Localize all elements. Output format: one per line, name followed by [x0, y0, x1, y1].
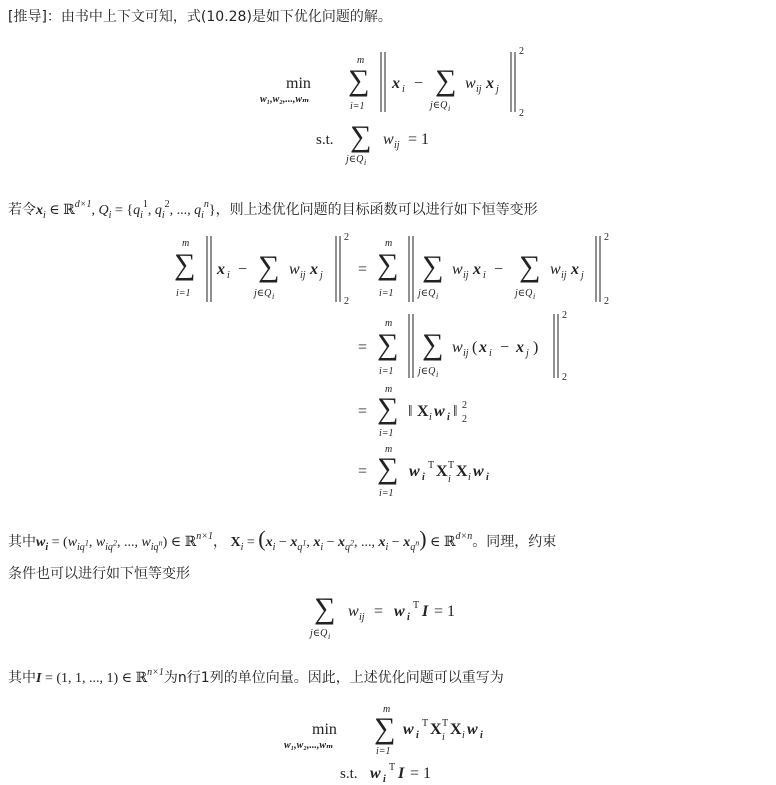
svg-text:w: w	[403, 721, 414, 738]
definition-paragraph: 其中$w_i = (w_{iq^1}$, $w_{iq^2}$, ..., $w_{iq^n}$) ∈ ℝ$^{n\times 1}$， $X_i = (x_i - x_{q^1}$, $x_i - x_{q^2}$, ..., $x_i - x_{q^n}$) ∈ ℝ$^{d\times n}$。同理，约束 条件也可以进行如下恒等变形	[8, 526, 557, 582]
derivation-equations	[170, 226, 630, 506]
svg-text:i: i	[533, 292, 536, 301]
svg-text:∑: ∑	[314, 592, 336, 625]
svg-text:2: 2	[462, 400, 467, 411]
svg-text:T: T	[422, 718, 429, 729]
svg-text:2: 2	[519, 46, 524, 57]
svg-text:ij: ij	[394, 140, 400, 151]
intro-text: [推导]：由书中上下文可知，式(10.28)是如下优化问题的解。	[8, 9, 392, 25]
svg-text:i=1: i=1	[379, 288, 394, 299]
svg-text:j∈Q: j∈Q	[418, 288, 436, 299]
svg-text:i: i	[483, 270, 486, 281]
svg-text:w: w	[289, 261, 300, 278]
svg-text:i: i	[429, 412, 432, 423]
svg-text:min: min	[312, 721, 337, 738]
svg-text:= 1: = 1	[408, 131, 430, 148]
svg-text:w: w	[434, 403, 445, 420]
svg-text:T: T	[428, 460, 435, 471]
svg-text:−: −	[500, 339, 510, 356]
svg-text:j∈Q: j∈Q	[254, 288, 272, 299]
svg-text:m: m	[385, 384, 393, 395]
svg-text:x: x	[217, 261, 225, 278]
svg-text:= 1: = 1	[434, 603, 456, 620]
svg-text:=: =	[374, 603, 384, 620]
svg-text:i: i	[486, 472, 489, 483]
svg-text:T: T	[413, 600, 420, 611]
svg-text:i: i	[489, 348, 492, 359]
svg-text:j∈Q: j∈Q	[418, 366, 436, 377]
svg-text:i: i	[328, 632, 331, 641]
svg-text:X: X	[430, 721, 442, 738]
svg-text:i: i	[383, 774, 386, 784]
svg-text:m: m	[385, 444, 393, 455]
svg-text:x: x	[310, 261, 318, 278]
svg-text:= 1: = 1	[410, 765, 432, 782]
svg-text:x: x	[473, 261, 481, 278]
svg-text:‖: ‖	[453, 403, 458, 420]
svg-text:2: 2	[604, 296, 609, 307]
svg-text:ij: ij	[359, 612, 365, 623]
svg-text:w: w	[467, 721, 478, 738]
svg-text:2: 2	[462, 414, 467, 425]
svg-text:ij: ij	[463, 348, 469, 359]
svg-text:∑: ∑	[174, 248, 196, 281]
svg-text:i: i	[407, 612, 410, 623]
svg-text:∑: ∑	[377, 452, 399, 485]
svg-text:i: i	[442, 732, 445, 743]
svg-text:I: I	[398, 765, 405, 782]
inline-math-I-def: I = (1, 1, ..., 1) ∈ ℝ$^{n\times 1}$	[36, 667, 164, 686]
svg-text:i=1: i=1	[376, 746, 391, 757]
svg-text:2: 2	[344, 232, 349, 243]
svg-text:w: w	[394, 603, 405, 620]
svg-text:i=1: i=1	[379, 366, 394, 377]
svg-text:s.t.: s.t.	[340, 766, 358, 782]
svg-text:x: x	[516, 339, 524, 356]
svg-text:): )	[533, 339, 539, 356]
svg-text:−: −	[238, 261, 248, 278]
svg-text:i: i	[436, 370, 439, 379]
svg-text:w: w	[550, 261, 561, 278]
svg-text:∑: ∑	[258, 250, 280, 283]
svg-text:m: m	[383, 704, 391, 715]
constraint-equation	[300, 588, 500, 644]
svg-text:i: i	[480, 730, 483, 741]
svg-text:=: =	[358, 463, 368, 480]
svg-text:∑: ∑	[519, 250, 541, 283]
svg-text:ij: ij	[561, 270, 567, 281]
svg-text:m: m	[182, 238, 190, 249]
svg-text:i: i	[422, 472, 425, 483]
svg-text:j∈Q: j∈Q	[346, 154, 364, 165]
svg-text:w₁,w₂,...,wₘ: w₁,w₂,...,wₘ	[284, 740, 334, 751]
svg-text:2: 2	[562, 310, 567, 321]
svg-text:i=1: i=1	[379, 428, 394, 439]
svg-text:i: i	[447, 412, 450, 423]
svg-text:j∈Q: j∈Q	[515, 288, 533, 299]
svg-text:∑: ∑	[377, 328, 399, 361]
svg-text:w: w	[452, 261, 463, 278]
svg-text:X: X	[436, 463, 448, 480]
sum-upper: m	[357, 55, 365, 66]
svg-text:j∈Q: j∈Q	[310, 628, 328, 639]
svg-text:=: =	[358, 339, 368, 356]
svg-text:i: i	[227, 270, 230, 281]
svg-text:‖: ‖	[408, 403, 413, 420]
svg-text:=: =	[358, 403, 368, 420]
svg-text:i: i	[448, 474, 451, 485]
optimization-problem-2	[278, 694, 538, 784]
svg-text:X: X	[417, 403, 429, 420]
svg-text:ij: ij	[463, 270, 469, 281]
svg-text:w: w	[383, 131, 394, 148]
svg-text:w: w	[348, 603, 359, 620]
inline-math-X-def: $X_i = (x_i - x_{q^1}$, $x_i - x_{q^2}$, ..., $x_i - x_{q^n}$) ∈ ℝ$^{d\times n}$	[230, 526, 473, 553]
svg-text:∑: ∑	[422, 328, 444, 361]
svg-text:i=1: i=1	[379, 488, 394, 499]
svg-text:i: i	[416, 730, 419, 741]
svg-text:−: −	[414, 75, 424, 92]
svg-text:j: j	[581, 270, 584, 281]
svg-text:x: x	[571, 261, 579, 278]
sum-lower: i=1	[350, 101, 365, 112]
svg-text:∑: ∑	[374, 712, 396, 745]
svg-text:∑: ∑	[377, 248, 399, 281]
svg-text:j: j	[526, 348, 529, 359]
svg-text:i: i	[436, 292, 439, 301]
unit-vector-paragraph: 其中I = (1, 1, ..., 1) ∈ ℝ$^{n\times 1}$为n行1列的单位向量。因此，上述优化问题可以重写为	[8, 667, 504, 686]
svg-text:i: i	[364, 158, 367, 167]
x-i: x	[392, 75, 400, 92]
svg-text:ij: ij	[300, 270, 306, 281]
svg-text:2: 2	[519, 108, 524, 119]
inline-math-w-def: $w_i = (w_{iq^1}$, $w_{iq^2}$, ..., $w_{iq^n}$) ∈ ℝ$^{n\times 1}$	[36, 531, 213, 553]
svg-text:i: i	[272, 292, 275, 301]
svg-text:i: i	[468, 472, 471, 483]
svg-text:w: w	[370, 765, 381, 782]
svg-text:2: 2	[344, 296, 349, 307]
min-operator: min	[286, 75, 311, 92]
svg-text:−: −	[494, 261, 504, 278]
svg-text:ij: ij	[476, 84, 482, 95]
sum-symbol: ∑	[348, 64, 370, 97]
svg-text:j: j	[320, 270, 323, 281]
svg-text:m: m	[385, 238, 393, 249]
svg-text:i: i	[448, 104, 451, 113]
svg-text:X: X	[456, 463, 468, 480]
svg-text:m: m	[385, 318, 393, 329]
svg-text:i=1: i=1	[176, 288, 191, 299]
svg-text:(: (	[472, 339, 478, 356]
svg-text:x: x	[486, 75, 494, 92]
svg-text:X: X	[450, 721, 462, 738]
intro-paragraph	[8, 4, 772, 30]
inner-sum-symbol: ∑	[435, 64, 457, 97]
svg-text:2: 2	[604, 232, 609, 243]
svg-text:∑: ∑	[350, 120, 372, 153]
svg-text:T: T	[442, 718, 449, 729]
svg-text:∑: ∑	[377, 392, 399, 425]
svg-text:i: i	[402, 84, 405, 95]
st-label: s.t.	[316, 132, 334, 148]
svg-text:I: I	[422, 603, 429, 620]
svg-text:T: T	[448, 460, 455, 471]
svg-text:w: w	[452, 339, 463, 356]
w-ij: w	[465, 75, 476, 92]
inline-math-x-def: $x_i$ ∈ ℝ$^{d\times 1}$, $Q_i = \{q_i^1$, $q_i^2$, ..., $q_i^n$}	[36, 199, 216, 221]
svg-text:T: T	[389, 762, 396, 773]
svg-text:w: w	[473, 463, 484, 480]
svg-text:j: j	[496, 84, 499, 95]
svg-text:x: x	[479, 339, 487, 356]
substitution-paragraph: 若令$x_i$ ∈ ℝ$^{d\times 1}$, $Q_i = \{q_i^1$, $q_i^2$, ..., $q_i^n$}，则上述优化问题的目标函数可以进行如下恒等变形	[8, 199, 538, 221]
svg-text:=: =	[358, 261, 368, 278]
svg-text:w: w	[409, 463, 420, 480]
optimization-problem-1	[250, 40, 540, 170]
svg-text:j∈Q: j∈Q	[430, 100, 448, 111]
min-subscript: w₁,w₂,...,wₘ	[260, 94, 310, 105]
svg-text:∑: ∑	[422, 250, 444, 283]
svg-text:i: i	[462, 730, 465, 741]
svg-text:2: 2	[562, 372, 567, 383]
